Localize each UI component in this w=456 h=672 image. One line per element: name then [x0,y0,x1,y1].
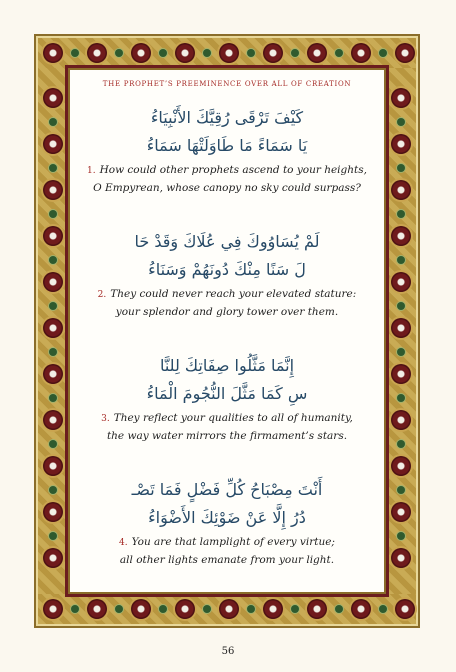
flower-medallion-icon [395,43,415,63]
translation [70,410,384,445]
gem-icon [379,605,387,613]
gem-icon [397,302,405,310]
gem-icon [159,49,167,57]
flower-medallion-icon [395,599,415,619]
flower-medallion-icon [43,134,63,154]
gem-icon [397,348,405,356]
gem-icon [291,605,299,613]
arabic-line: لَمْ يُسَاوُوكَ فِي عُلَاكَ وَقَدْ حَا [134,232,320,251]
arabic-line: يَا سَمَاءً مَا طَاوَلَتْهَا سَمَاءُ [146,136,308,155]
gem-icon [291,49,299,57]
flower-medallion-icon [87,599,107,619]
gem-icon [49,532,57,540]
gem-icon [115,605,123,613]
arabic-line: إِنَّمَا مَثَّلُوا صِفَاتِكَ لِلنَّا [159,356,295,375]
translation-line: the way water mirrors the firmament’s stars. [106,430,348,442]
gem-icon [203,49,211,57]
flower-medallion-icon [43,548,63,568]
verse-number: 2. [97,290,107,300]
flower-medallion-icon [391,318,411,338]
flower-medallion-icon [43,43,63,63]
translation [70,162,384,197]
stanza-2 [70,228,384,321]
flower-medallion-icon [131,599,151,619]
text-panel [70,70,384,592]
verse-number: 3. [101,414,110,424]
flower-medallion-icon [43,272,63,292]
flower-medallion-icon [43,364,63,384]
flower-medallion-icon [307,43,327,63]
flower-medallion-icon [43,318,63,338]
flower-medallion-icon [175,43,195,63]
translation-line: They could never reach your elevated stature: [110,288,357,300]
flower-medallion-icon [391,456,411,476]
flower-medallion-icon [391,272,411,292]
translation-line: How could other prophets ascend to your heights, [99,164,367,176]
flower-medallion-icon [391,180,411,200]
flower-medallion-icon [87,43,107,63]
gem-icon [397,164,405,172]
gem-icon [49,440,57,448]
translation-line: all other lights emanate from your light. [119,554,335,566]
section-heading: THE PROPHET’S PREEMINENCE OVER ALL OF CREATION [102,80,352,88]
arabic-line: سِ كَمَا مَثَّلَ النُّجُومَ الْمَاءُ [146,384,308,403]
gem-icon [247,605,255,613]
flower-medallion-icon [43,226,63,246]
gem-icon [49,394,57,402]
flower-medallion-icon [307,599,327,619]
flower-medallion-icon [391,88,411,108]
flower-medallion-icon [263,599,283,619]
flower-medallion-icon [131,43,151,63]
arabic-line: لَ سَنًا مِنْكَ دُونَهُمْ وَسَنَاءُ [148,260,306,279]
gem-icon [49,486,57,494]
translation-line: O Empyrean, whose canopy no sky could surpass? [93,182,361,194]
arabic-line: كَيْفَ تَرْقَى رُقِيَّكَ الأَنْبِيَاءُ [150,108,304,127]
gem-icon [49,164,57,172]
gem-icon [115,49,123,57]
flower-medallion-icon [43,599,63,619]
flower-medallion-icon [351,43,371,63]
gem-icon [397,486,405,494]
flower-medallion-icon [391,134,411,154]
translation-line: You are that lamplight of every virtue; [131,536,335,548]
gem-icon [71,605,79,613]
gem-icon [397,118,405,126]
stanza-3 [70,352,384,445]
translation-line: your splendor and glory tower over them. [115,306,339,318]
flower-medallion-icon [263,43,283,63]
stanza-4 [70,476,384,569]
flower-medallion-icon [391,502,411,522]
gem-icon [49,210,57,218]
gem-icon [247,49,255,57]
verse-number: 1. [87,166,96,176]
stanza-1 [70,104,384,197]
flower-medallion-icon [391,548,411,568]
translation [70,286,384,321]
flower-medallion-icon [43,502,63,522]
flower-medallion-icon [43,410,63,430]
gem-icon [159,605,167,613]
gem-icon [203,605,211,613]
translation-line: They reflect your qualities to all of humanity, [113,412,353,424]
arabic-line: دُرُ إِلَّا عَنْ ضَوْئِكَ الأَضْوَاءُ [148,508,306,527]
flower-medallion-icon [175,599,195,619]
gem-icon [49,256,57,264]
page-number: 56 [221,646,235,657]
flower-medallion-icon [43,180,63,200]
gem-icon [71,49,79,57]
gem-icon [49,348,57,356]
translation [70,534,384,569]
gem-icon [379,49,387,57]
verse-number: 4. [119,538,128,548]
gem-icon [335,605,343,613]
gem-icon [397,440,405,448]
flower-medallion-icon [351,599,371,619]
gem-icon [335,49,343,57]
gem-icon [397,210,405,218]
flower-medallion-icon [43,456,63,476]
gem-icon [49,118,57,126]
flower-medallion-icon [219,43,239,63]
flower-medallion-icon [391,364,411,384]
gem-icon [49,302,57,310]
gem-icon [397,394,405,402]
flower-medallion-icon [391,226,411,246]
arabic-line: أَنْتَ مِصْبَاحُ كُلِّ فَضْلٍ فَمَا تَصْـ [131,480,323,499]
flower-medallion-icon [219,599,239,619]
flower-medallion-icon [43,88,63,108]
gem-icon [397,256,405,264]
flower-medallion-icon [391,410,411,430]
gem-icon [397,532,405,540]
